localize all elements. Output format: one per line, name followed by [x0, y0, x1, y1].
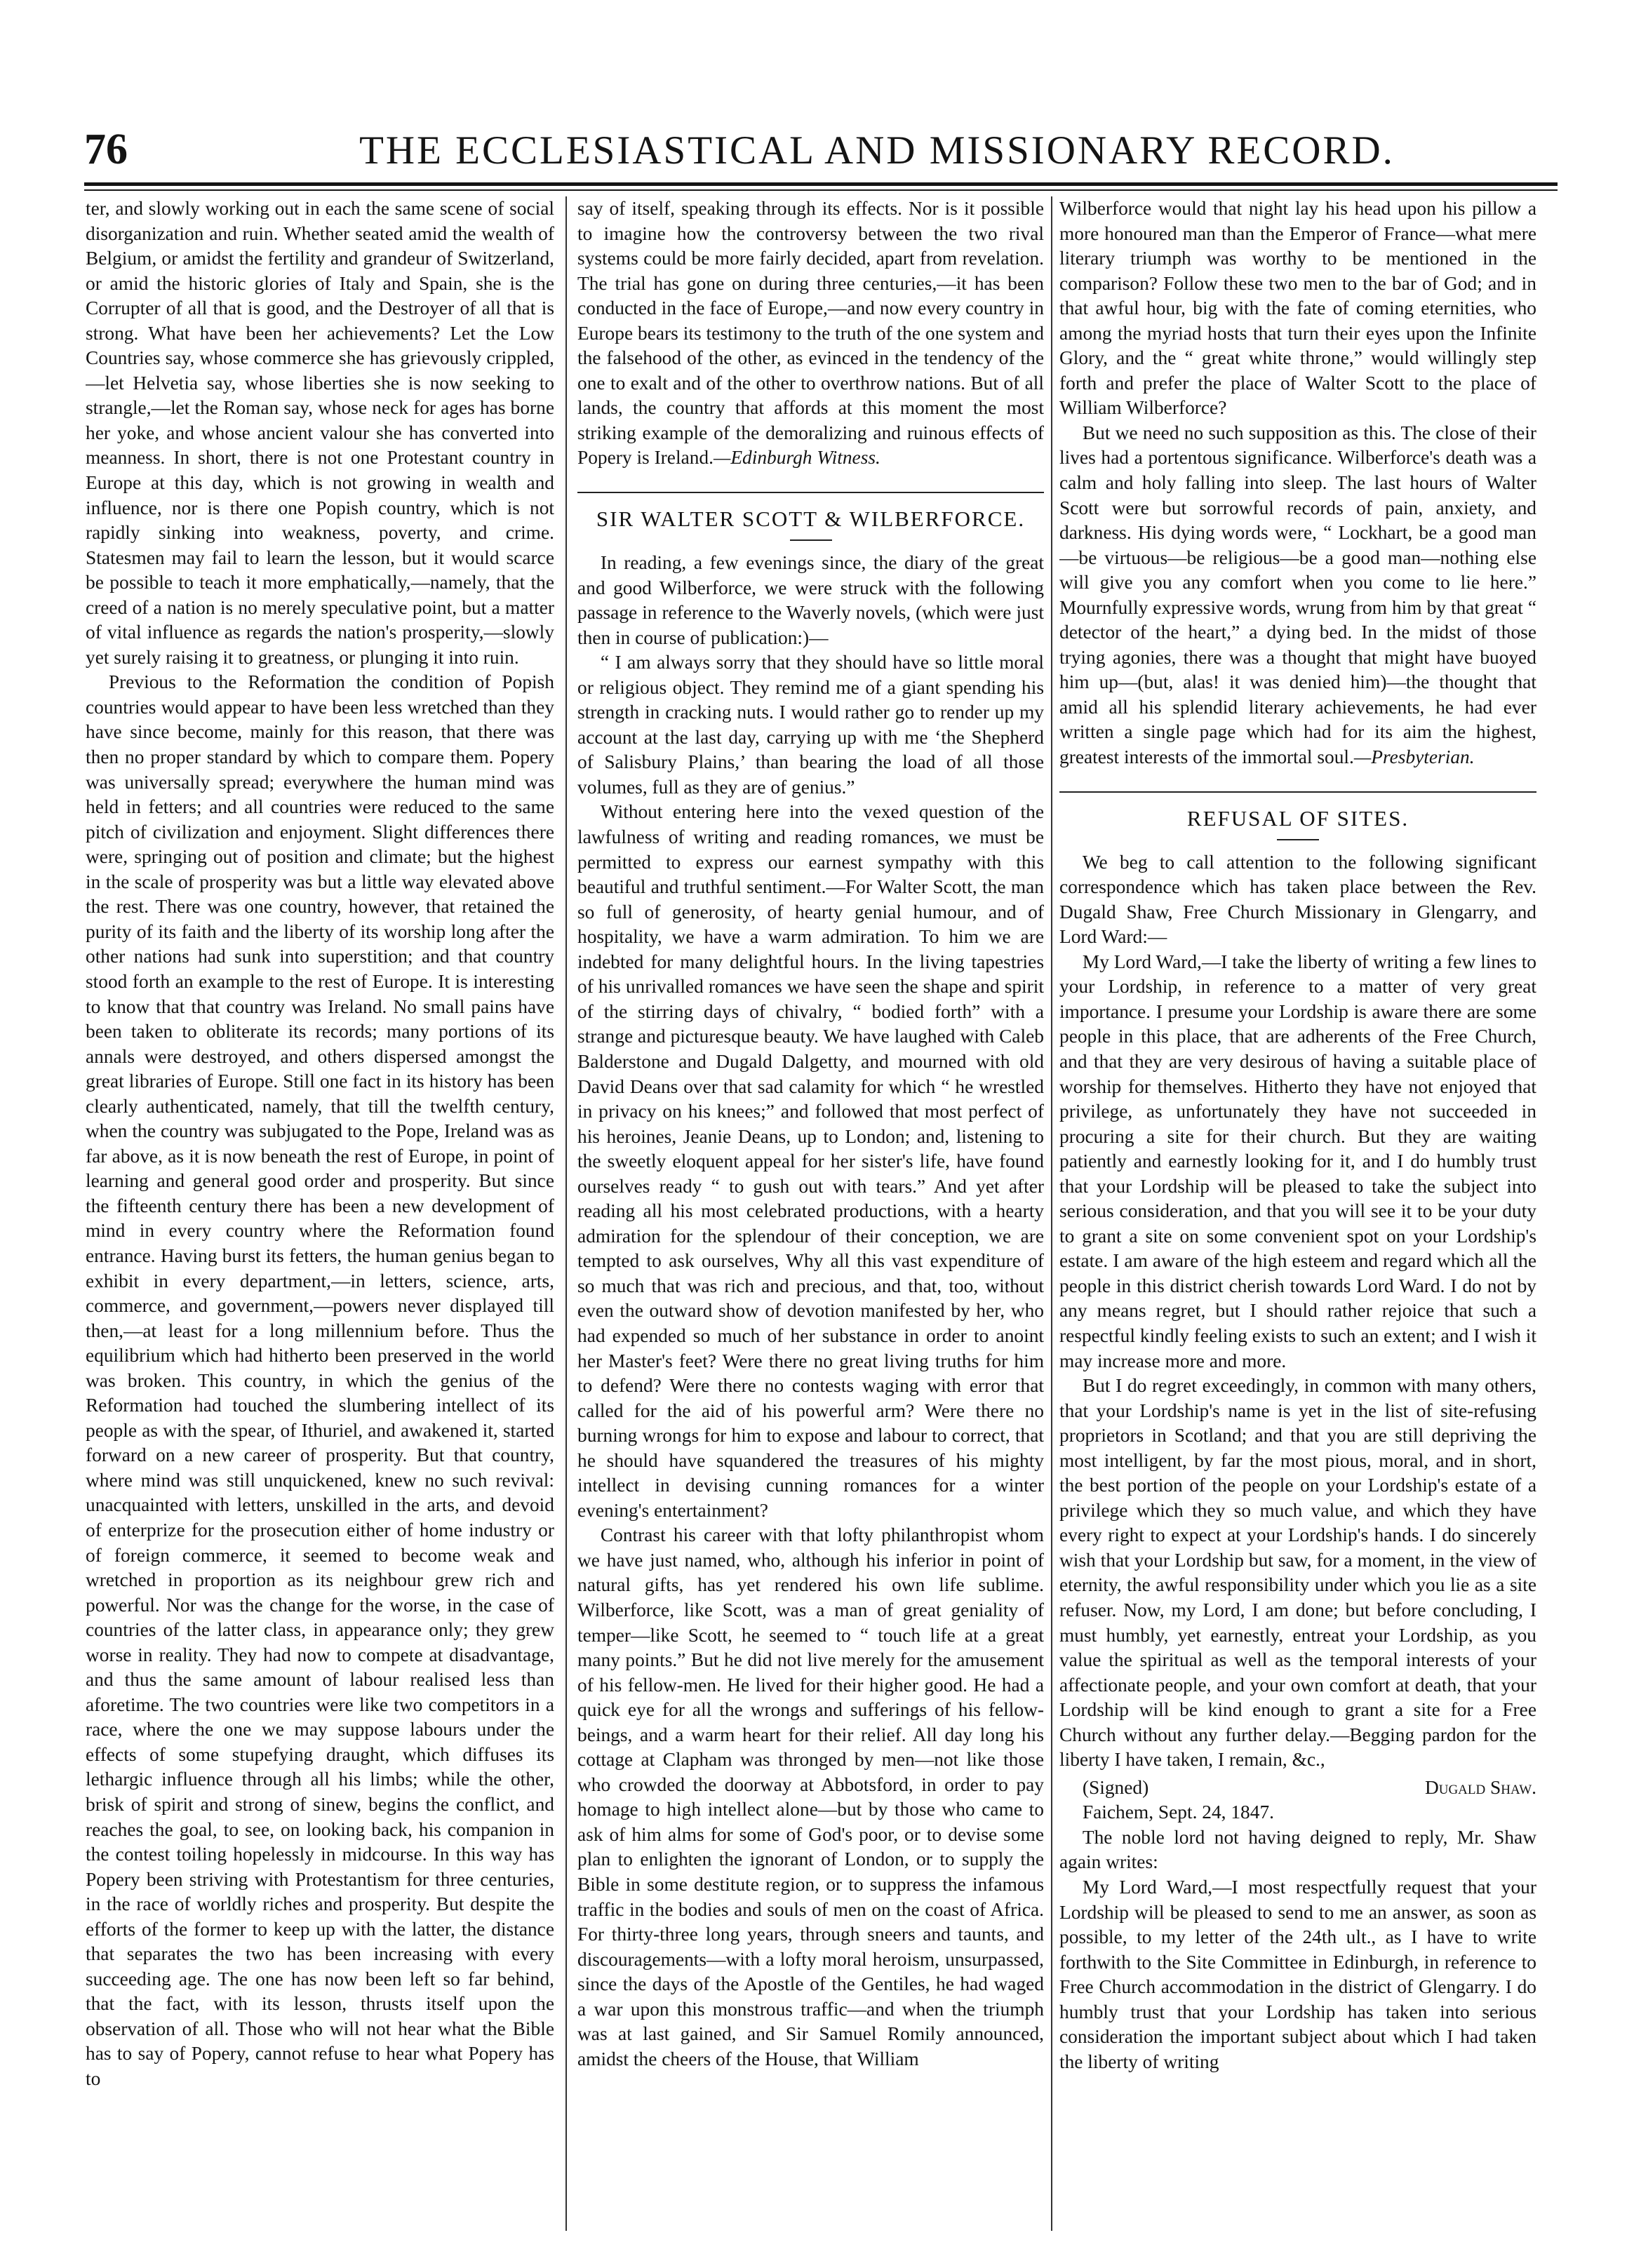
paragraph: The noble lord not having deigned to reply, Mr. Shaw again writes: [1059, 1826, 1536, 1873]
letter-paragraph: My Lord Ward,—I most respectfully request that your Lordship will be pleased to send to me an answer, as soon as possible, to my letter of the 24th ult., as I have to write forthwith to the Site Committee in Edinburgh, in reference to Free Church accommodation in the district of Glengarry. I do humbly trust that your Lordship has taken into serious consideration the important subject about which I had taken the liberty of writing [1059, 1877, 1536, 2072]
header-rule [84, 182, 1558, 186]
letter-paragraph: But I do regret exceedingly, in common with many others, that your Lordship's name is yet in the list of site-refusing proprietors in Scotland; and that you are still depriving the most intelligent, by far the most pious, moral, and in short, the best portion of the people on your Lordship's estate of a privilege which they so much value, and which they have every right to expect at your Lordship's hands. I do sincerely wish that your Lordship but saw, for a moment, in the view of eternity, the awful responsibility under which you lie as a site refuser. Now, my Lord, I am done; but before concluding, I must humbly, yet earnestly, entreat your Lordship, as you value the spiritual as well as the temporal interests of your affectionate people, and your own comfort at death, that your Lordship will be kind enough to grant a site for a Free Church without any further delay.—Begging pardon for the liberty I have taken, I remain, &c., [1059, 1375, 1536, 1771]
section-divider [577, 492, 1044, 493]
paragraph [577, 196, 1044, 471]
paragraph-text: But we need no such supposition as this. The close of their lives had a portentous significance. Wilberforce's death was a calm and holy falling into sleep. The last hours of Walter Scott were but sorrowful records of pain, anxiety, and darkness. His dying words were, “ Lockhart, be a good man—be virtuous—be religious—be a good man—nothing else will give you any comfort when you come to lie here.” Mournfully expressive words, wrung from him by that great “ detector of the heart,” a dying bed. In the midst of those trying agonies, there was a thought that might have buoyed him up—(but, alas! it was denied him)—the thought that amid all his splendid literary achievements, he had ever written a single page which had for its aim the highest, greatest interests of the immortal soul. [1059, 422, 1536, 768]
paragraph: Contrast his career with that lofty philanthropist whom we have just named, who, although his inferior in point of natural gifts, has yet rendered his own life sublime. Wilberforce, like Scott, was a man of great geniality of temper—like Scott, he seemed to “ touch life at a great many points.” But he did not live merely for the amusement of his fellow-men. He lived for their higher good. He had a quick eye for all the wrongs and sufferings of his fellow-beings, and a warm heart for their relief. All day long his cottage at Clapham was thronged by men—not like those who crowded the doorway at Abbotsford, in order to pay homage to high intellect alone—but by those who came to ask of him alms for some of God's poor, or to devise some plan to enlighten the ignorant of London, or to supply the Bible in some destitute region, or to suppress the infamous traffic in the bodies and souls of men on the coast of Africa. For thirty-three long years, through sneers and taunts, and discouragements—with a lofty moral heroism, unsurpassed, since the days of the Apostle of the Gentiles, he had waged a war upon this monstrous traffic—and when the triumph was at last gained, and Sir Samuel Romily announced, amidst the cheers of the House, that William [577, 1524, 1044, 2069]
paragraph: Wilberforce would that night lay his head upon his pillow a more honoured man than the Emperor of France—what mere literary triumph was worthy to be mentioned in the comparison? Follow these two men to the bar of God; and in that awful hour, big with the fate of coming eternities, who among the myriad hosts that turn their eyes upon the Infinite Glory, and the “ great white throne,” would willingly step forth and prefer the place of Walter Scott to the place of William Wilberforce? [1059, 198, 1536, 419]
column-divider [1051, 196, 1052, 2231]
paragraph: In reading, a few evenings since, the diary of the great and good Wilberforce, we were struck with the following passage in reference to the Waverly novels, (which were just then in course of publication:)— [577, 552, 1044, 648]
section-heading-refusal-of-sites: REFUSAL OF SITES. [1186, 805, 1409, 831]
column-3 [1059, 196, 1536, 2231]
column-1 [86, 196, 554, 2231]
signer-name: Dugald Shaw. [1424, 1776, 1536, 1798]
section-divider [1059, 791, 1536, 793]
column-divider [565, 196, 567, 2231]
header-rule-thin [84, 189, 1558, 191]
source-attribution: —Edinburgh Witness. [713, 447, 880, 469]
paragraph-text: say of itself, speaking through its effects. Nor is it possible to imagine how the controversy between the two rival systems could be more fairly decided, apart from revelation. The trial has gone on during three centuries,—it has been conducted in the face of Europe,—and now every country in Europe bears its testimony to the truth of the one system and the falsehood of the other, as evinced in the tendency of the one to exalt and of the other to overthrow nations. But of all lands, the country that affords at this moment the most striking example of the demoralizing and ruinous effects of Popery is Ireland. [577, 198, 1044, 469]
page-header [84, 125, 1558, 181]
running-title: THE ECCLESIASTICAL AND MISSIONARY RECORD. [359, 128, 1395, 173]
quotation: “ I am always sorry that they should have so little moral or religious object. They remind me of a giant spending his strength in cracking nuts. I would rather go to render up my account at the last day, carrying up with me ‘the Shepherd of Salisbury Plains,’ than bearing the load of all those volumes, full as they are of genius.” [577, 652, 1044, 798]
section-heading-scott-wilberforce: SIR WALTER SCOTT & WILBERFORCE. [596, 506, 1026, 532]
heading-rule [1277, 839, 1319, 840]
letter-paragraph: My Lord Ward,—I take the liberty of writing a few lines to your Lordship, in reference to a matter of very great importance. I presume your Lordship is aware there are some people in this place, that are adherents of the Free Church, and that they are very desirous of having a suitable place of worship for themselves. Hitherto they have not enjoyed that privilege, as unfortunately they have not succeeded in procuring a site for their church. But they are waiting patiently and earnestly looking for it, and I do humbly trust that your Lordship will be pleased to take the subject into serious consideration, and that you will see it to be your duty to grant a site on some convenient spot on your Lordship's estate. I am aware of the high esteem and regard which all the people in this district cherish towards Lord Ward. I do not by any means regret, but I should rather rejoice that such a respectful kindly feeling exists to such an extent; and I wish it may increase more and more. [1059, 951, 1536, 1371]
signed-label: (Signed) [1082, 1776, 1149, 1798]
place-date: Faichem, Sept. 24, 1847. [1082, 1801, 1274, 1823]
paragraph: Previous to the Reformation the condition of Popish countries would appear to have been less wretched than they have since become, mainly for this reason, that there was then no proper standard by which to compare them. Popery was universally spread; everywhere the human mind was held in fetters; and all countries were reduced to the same pitch of civilization and enjoyment. Slight differences there were, springing out of position and climate; but the highest in the scale of prosperity was but a little way elevated above the rest. There was one country, however, that retained the purity of its faith and the liberty of its worship long after the other nations had sunk into superstition; and that country stood forth an example to the rest of Europe. It is interesting to know that that country was Ireland. No small pains have been taken to obliterate its records; many portions of its annals were destroyed, and others dispersed amongst the great libraries of Europe. Still one fact in its history has been clearly authenticated, namely, that till the twelfth century, when the country was subjugated to the Pope, Ireland was as far above, as it is now beneath the rest of Europe, in point of learning and general good order and prosperity. But since the fifteenth century there has been a new development of mind in every country where the Reformation found entrance. Having burst its fetters, the human genius began to exhibit in every department,—in letters, science, arts, commerce, and government,—powers never displayed till then,—at least for a long millennium before. Thus the equilibrium which had hitherto been preserved in the world was broken. This country, in which the genius of the Reformation had touched the slumbering intellect of its people as with the spear, of Ithuriel, and awakened it, started forward on a new career of prosperity. But that country, where mind was still unquickened, knew no such revival: unacquainted with letters, unskilled in the arts, and devoid of enterprize for the prosecution either of home industry or of foreign commerce, it seemed to become weak and wretched in proportion as its neighbour grew rich and powerful. Nor was the change for the worse, in the case of countries of the latter class, in appearance only; they grew worse in reality. They had now to compete at disadvantage, and thus the same amount of labour realised less than aforetime. The two countries were like two competitors in a race, where the one we may suppose labours under the effects of some stupefying draught, which diffuses its lethargic influence through all his limbs; while the other, brisk of spirit and strong of sinew, begins the conflict, and reaches the goal, to see, on looking back, his companion in the contest toiling hopelessly in midcourse. In this way has Popery been striving with Protestantism for three centuries, in the race of worldly riches and prosperity. But despite the efforts of the former to keep up with the latter, the distance that separates the two has been increasing with every succeeding age. The one has now been left so far behind, that the fact, with its lesson, thrusts itself upon the observation of all. Those who will not hear what the Bible has to say of Popery, cannot refuse to hear what Popery has to [86, 671, 554, 2090]
heading-rule [790, 539, 832, 541]
column-2 [577, 196, 1044, 2231]
paragraph: We beg to call attention to the following significant correspondence which has taken place between the Rev. Dugald Shaw, Free Church Missionary in Glengarry, and Lord Ward:— [1059, 851, 1536, 948]
source-attribution: —Presbyterian. [1353, 746, 1475, 768]
paragraph: ter, and slowly working out in each the same scene of social disorganization and ruin. Whether seated amid the wealth of Belgium, or amidst the fertility and grandeur of Switzerland, or amid the historic glories of Italy and Spain, she is the Corrupter of all that is good, and the Destroyer of all that is strong. What have been her achievements? Let the Low Countries say, whose commerce she has grievously crippled,—let Helvetia say, whose liberties she is now seeking to strangle,—let the Roman say, whose neck for ages has borne her yoke, and whose ancient valour she has converted into meanness. In short, there is not one Protestant country in Europe at this day, which is not growing in wealth and influence, nor is there one Popish country, which is not rapidly sinking into weakness, poverty, and crime. Statesmen may fail to learn the lesson, but it would scarce be possible to teach it more emphatically,—namely, that the creed of a nation is no merely speculative point, but a matter of vital influence as regards the nation's prosperity,—slowly yet surely raising it to greatness, or plunging it into ruin. [86, 198, 554, 668]
paragraph [1059, 421, 1536, 770]
signature-line [1059, 1776, 1536, 1801]
page-number: 76 [84, 126, 128, 173]
paragraph: Without entering here into the vexed question of the lawfulness of writing and reading romances, we must be permitted to express our earnest sympathy with this beautiful and truthful sentiment.—For Walter Scott, the man so full of generosity, of hearty genial humour, and of hospitality, we have a warm admiration. To him we are indebted for many delightful hours. In the living tapestries of his unrivalled romances we have seen the shape and spirit of the stirring days of chivalry, “ bodied forth” with a strange and picturesque beauty. We have laughed with Caleb Balderstone and Dugald Dalgetty, and mourned with old David Deans over that sad calamity for which “ he wrestled in privacy on his knees;” and followed that most perfect of his heroines, Jeanie Deans, up to London; and, listening to the sweetly eloquent appeal for her sister's life, have found ourselves ready “ to gush out with tears.” And yet after reading all his most celebrated productions, with a hearty admiration for the splendour of their conception, we are tempted to ask ourselves, Why all this vast expenditure of so much that was rich and precious, and that, too, without even the outward show of devotion manifested by her, who had expended so much of her substance in order to anoint her Master's feet? Were there no great living truths for him to defend? Were there no contests waging with error that called for the aid of his powerful arm? Were there no burning wrongs for him to expose and labour to correct, that he should have squandered the treasures of his mighty intellect in devising cunning romances for a winter evening's entertainment? [577, 801, 1044, 1521]
